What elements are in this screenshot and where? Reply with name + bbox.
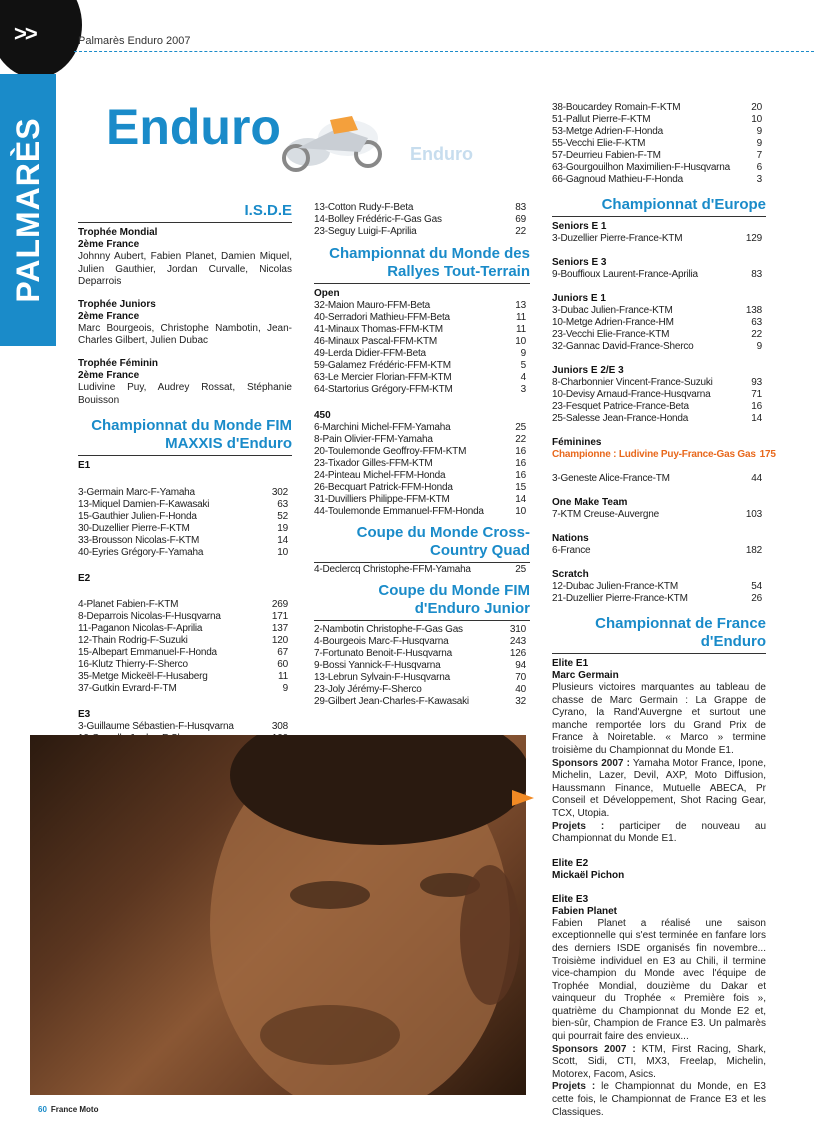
result-row: 64-Startorius Grégory-FFM-KTM 3 — [314, 384, 526, 395]
junior-heading-1: Coupe du Monde FIM — [378, 582, 530, 599]
group-riders: Marc Bourgeois, Christophe Nambotin, Jean-Charles Gilbert, Julien Dubac — [78, 322, 292, 347]
europe-group — [552, 497, 766, 521]
france-e3 — [552, 894, 766, 1120]
category-label: Elite E3 — [552, 893, 589, 905]
rider-text: Plusieurs victoires marquantes au tableau de chasse de Marc Germain : La Grappe de Cyrano, la Rand'Auvergne et surtout une manche remportée lors du Grand Prix de France à Noiretable. « Marco » termine troisième du Championnat du Monde E1. — [552, 682, 766, 756]
quad-heading-1: Coupe du Monde Cross- — [356, 524, 530, 541]
result-row: 8-Deparrois Nicolas-F-Husqvarna 171 — [78, 611, 288, 623]
result-row: 55-Vecchi Elie-F-KTM 9 — [552, 138, 762, 149]
result-row: 10-Metge Adrien-France-HM 63 — [552, 317, 762, 328]
results-list — [314, 624, 530, 708]
group-place: 2ème France — [78, 239, 140, 250]
france-heading-2: d'Enduro — [552, 633, 766, 654]
header-badge — [0, 0, 82, 78]
result-row: 40-Eyries Grégory-F-Yamaha 10 — [78, 547, 288, 559]
champion-row: Championne : Ludivine Puy-France-Gas Gas 175 — [552, 449, 776, 460]
category-label: Elite E2 — [552, 857, 589, 869]
category-label: Open — [314, 288, 340, 299]
quad-heading-2: Country Quad — [314, 542, 530, 563]
result-row: 38-Boucardey Romain-F-KTM 20 — [552, 102, 762, 113]
result-row: 53-Metge Adrien-F-Honda 9 — [552, 126, 762, 137]
result-row: 6-Marchini Michel-FFM-Yamaha 25 — [314, 422, 526, 433]
result-row: 23-Fesquet Patrice-France-Beta 16 — [552, 401, 762, 412]
result-row: 3-Dubac Julien-France-KTM 138 — [552, 305, 762, 316]
isde-group — [78, 227, 292, 289]
category-label: One Make Team — [552, 497, 628, 508]
junior-heading-2: d'Enduro Junior — [314, 600, 530, 621]
results-list — [78, 599, 292, 695]
result-row: 25-Salesse Jean-France-Honda 14 — [552, 413, 762, 424]
result-row: 59-Galamez Frédéric-FFM-KTM 5 — [314, 360, 526, 371]
arrow-icon — [512, 790, 534, 806]
france-heading-1: Championnat de France — [595, 615, 766, 632]
europe-group — [552, 221, 766, 245]
result-row: 29-Gilbert Jean-Charles-F-Kawasaki 32 — [314, 696, 526, 707]
category-label: Juniors E 1 — [552, 293, 606, 304]
category-label: Nations — [552, 533, 589, 544]
rider-name: Mickaël Pichon — [552, 869, 625, 881]
results-list — [78, 487, 292, 559]
result-row: 30-Duzellier Pierre-F-KTM 19 — [78, 523, 288, 535]
result-row: 41-Minaux Thomas-FFM-KTM 11 — [314, 324, 526, 335]
projets-text: Projets : participer de nouveau au Championnat du Monde E1. — [552, 820, 767, 845]
group-place: 2ème France — [78, 369, 140, 381]
result-row: 46-Minaux Pascal-FFM-KTM 10 — [314, 336, 526, 347]
category-label: E3 — [78, 709, 91, 721]
group-label: Trophée Mondial — [78, 227, 158, 238]
group-riders: Ludivine Puy, Audrey Rossat, Stéphanie Bouisson — [78, 381, 292, 406]
rallyes-heading-2: Rallyes Tout-Terrain — [314, 263, 530, 284]
result-row: 15-Gauthier Julien-F-Honda 52 — [78, 511, 288, 523]
result-row: 12-Dubac Julien-France-KTM 54 — [552, 581, 762, 592]
europe-group — [552, 293, 766, 353]
europe-group — [552, 437, 776, 485]
result-row: 51-Pallut Pierre-F-KTM 10 — [552, 114, 762, 125]
result-row: 14-Bolley Frédéric-F-Gas Gas 69 — [314, 214, 526, 225]
chevron-right-icon: >> — [14, 21, 36, 46]
result-row: 4-Bourgeois Marc-F-Husqvarna 243 — [314, 636, 526, 647]
category-label: E1 — [78, 460, 91, 472]
results-list — [314, 564, 530, 576]
result-row: 16-Klutz Thierry-F-Sherco 60 — [78, 659, 288, 671]
result-row: 23-Seguy Luigi-F-Aprilia 22 — [314, 226, 526, 237]
result-row: 13-Miquel Damien-F-Kawasaki 63 — [78, 499, 288, 511]
page-title: Enduro — [106, 99, 281, 155]
category-label: Seniors E 1 — [552, 221, 607, 232]
result-row: 23-Tixador Gilles-FFM-KTM 16 — [314, 458, 526, 469]
result-row: 40-Serradori Mathieu-FFM-Beta 11 — [314, 312, 526, 323]
europe-group — [552, 365, 766, 425]
europe-heading: Championnat d'Europe — [552, 196, 766, 217]
result-row: 37-Gutkin Evrard-F-TM 9 — [78, 683, 288, 695]
category-label: Seniors E 3 — [552, 257, 607, 268]
result-row: 10-Devisy Arnaud-France-Husqvarna 71 — [552, 389, 762, 400]
result-row: 32-Gannac David-France-Sherco 9 — [552, 341, 762, 352]
result-row: 63-Le Mercier Florian-FFM-KTM 4 — [314, 372, 526, 383]
result-row: 44-Toulemonde Emmanuel-FFM-Honda 10 — [314, 506, 526, 517]
column-3 — [552, 102, 776, 1119]
result-row: 32-Maion Mauro-FFM-Beta 13 — [314, 300, 526, 311]
result-row: 4-Declercq Christophe-FFM-Yamaha 25 — [314, 564, 526, 575]
result-row: 21-Duzellier Pierre-France-KTM 26 — [552, 593, 762, 604]
result-row: 24-Pinteau Michel-FFM-Honda 16 — [314, 470, 526, 481]
result-row: 2-Nambotin Christophe-F-Gas Gas 310 — [314, 624, 526, 635]
sponsors-text: Sponsors 2007 : Yamaha Motor France, Ipone, Michelin, Lazer, Devil, AXP, Moto Diffusion, Haussmann Finance, Mutuelle ABECA, Pr Conseil et Développement, Shot Racing Gear, TCX, Utopia. — [552, 757, 766, 819]
result-row: 63-Gourgouilhon Maximilien-F-Husqvarna 6 — [552, 162, 762, 173]
results-list — [314, 422, 530, 518]
europe-group — [552, 569, 766, 605]
projets-text: Projets : le Championnat du Monde, en E3 cette fois, le Championnat de France E3 et les Classiques. — [552, 1081, 766, 1118]
result-row: 23-Joly Jérémy-F-Sherco 40 — [314, 684, 526, 695]
result-row: 3-Geneste Alice-France-TM 44 — [552, 473, 762, 484]
column-1 — [78, 202, 292, 745]
france-e2 — [552, 858, 766, 882]
sidebar-label: PALMARÈS — [10, 117, 46, 303]
rallyes-heading-1: Championnat du Monde des — [329, 245, 530, 262]
portrait-illustration — [30, 735, 526, 1095]
result-row: 8-Charbonnier Vincent-France-Suzuki 93 — [552, 377, 762, 388]
rider-name: Marc Germain — [552, 670, 619, 681]
result-row: 9-Bossi Yannick-F-Husqvarna 94 — [314, 660, 526, 671]
result-row: 15-Albepart Emmanuel-F-Honda 67 — [78, 647, 288, 659]
category-label: Féminines — [552, 437, 602, 448]
maxxis-heading-2: MAXXIS d'Enduro — [78, 435, 292, 456]
result-row: 23-Vecchi Elie-France-KTM 22 — [552, 329, 762, 340]
france-e1 — [552, 658, 766, 846]
header-divider — [74, 51, 814, 52]
group-place: 2ème France — [78, 310, 140, 322]
result-row: 3-Germain Marc-F-Yamaha 302 — [78, 487, 288, 499]
running-title: Palmarès Enduro 2007 — [78, 35, 191, 47]
result-row: 3-Duzellier Pierre-France-KTM 129 — [552, 233, 762, 244]
category-label: 450 — [314, 410, 331, 421]
result-row: 49-Lerda Didier-FFM-Beta 9 — [314, 348, 526, 359]
result-row: 13-Cotton Rudy-F-Beta 83 — [314, 202, 526, 213]
category-label: E2 — [78, 573, 91, 585]
isde-group — [78, 299, 292, 348]
page-footer — [38, 1104, 98, 1116]
rider-text: Fabien Planet a réalisé une saison exceptionnelle qui s'est terminée en fanfare lors des derniers ISDE organisés fin novembre... Troisième individuel en E3 au Chili, il termine vice-champion du Monde avec l'équipe de Trophée Mondial, douzième du Dakar et vainqueur du Trophée « Première fois », quatrième du Championnat du Monde E2 et, bien-sûr, Champion de France E3. Un palmarès qui pourrait faire des envieux... — [552, 917, 766, 1043]
europe-group — [552, 257, 766, 281]
section-sidebar — [0, 74, 56, 346]
result-row: 33-Brousson Nicolas-F-KTM 14 — [78, 535, 288, 547]
result-row: 35-Metge Mickeël-F-Husaberg 11 — [78, 671, 288, 683]
results-list — [314, 202, 530, 238]
result-row: 8-Pain Olivier-FFM-Yamaha 22 — [314, 434, 526, 445]
maxxis-heading-1: Championnat du Monde FIM — [91, 417, 292, 435]
result-row: 57-Deurrieu Fabien-F-TM 7 — [552, 150, 762, 161]
result-row: 26-Becquart Patrick-FFM-Honda 15 — [314, 482, 526, 493]
result-row: 4-Planet Fabien-F-KTM 269 — [78, 599, 288, 611]
isde-heading: I.S.D.E — [78, 202, 292, 223]
category-label: Juniors E 2/E 3 — [552, 365, 624, 376]
result-row: 12-Thain Rodrig-F-Suzuki 120 — [78, 635, 288, 647]
column-2 — [314, 202, 530, 708]
result-row: 11-Paganon Nicolas-F-Aprilia 137 — [78, 623, 288, 635]
group-label: Trophée Juniors — [78, 298, 156, 310]
result-row: 20-Toulemonde Geoffroy-FFM-KTM 16 — [314, 446, 526, 457]
result-row: 31-Duvilliers Philippe-FFM-KTM 14 — [314, 494, 526, 505]
results-list — [552, 102, 766, 186]
rider-name: Fabien Planet — [552, 905, 618, 917]
result-row: 3-Guillaume Sébastien-F-Husqvarna 308 — [78, 721, 288, 733]
isde-group — [78, 358, 292, 407]
result-row: 6-France 182 — [552, 545, 762, 556]
result-row: 13-Lebrun Sylvain-F-Husqvarna 70 — [314, 672, 526, 683]
result-row: 7-Fortunato Benoit-F-Husqvarna 126 — [314, 648, 526, 659]
sponsors-text: Sponsors 2007 : KTM, First Racing, Shark, Scott, Sidi, CTI, MX3, Freelap, Michelin, Motorex, Facom, Asics. — [552, 1043, 766, 1080]
category-label: Scratch — [552, 569, 589, 580]
magazine-name: France Moto — [50, 1105, 99, 1114]
result-row: 7-KTM Creuse-Auvergne 103 — [552, 509, 762, 520]
page-number: 60 — [38, 1105, 47, 1114]
results-list — [314, 300, 530, 396]
group-riders: Johnny Aubert, Fabien Planet, Damien Miquel, Julien Gauthier, Jordan Curvalle, Nicolas Deparrois — [78, 251, 292, 288]
page-subtitle: Enduro — [410, 144, 473, 164]
category-label: Elite E1 — [552, 658, 589, 669]
europe-group — [552, 533, 766, 557]
motorbike-illustration — [268, 108, 398, 176]
result-row: 66-Gagnoud Mathieu-F-Honda 3 — [552, 174, 762, 185]
group-label: Trophée Féminin — [78, 357, 159, 369]
rider-portrait-photo — [30, 735, 526, 1095]
result-row: 9-Bouffioux Laurent-France-Aprilia 83 — [552, 269, 762, 280]
